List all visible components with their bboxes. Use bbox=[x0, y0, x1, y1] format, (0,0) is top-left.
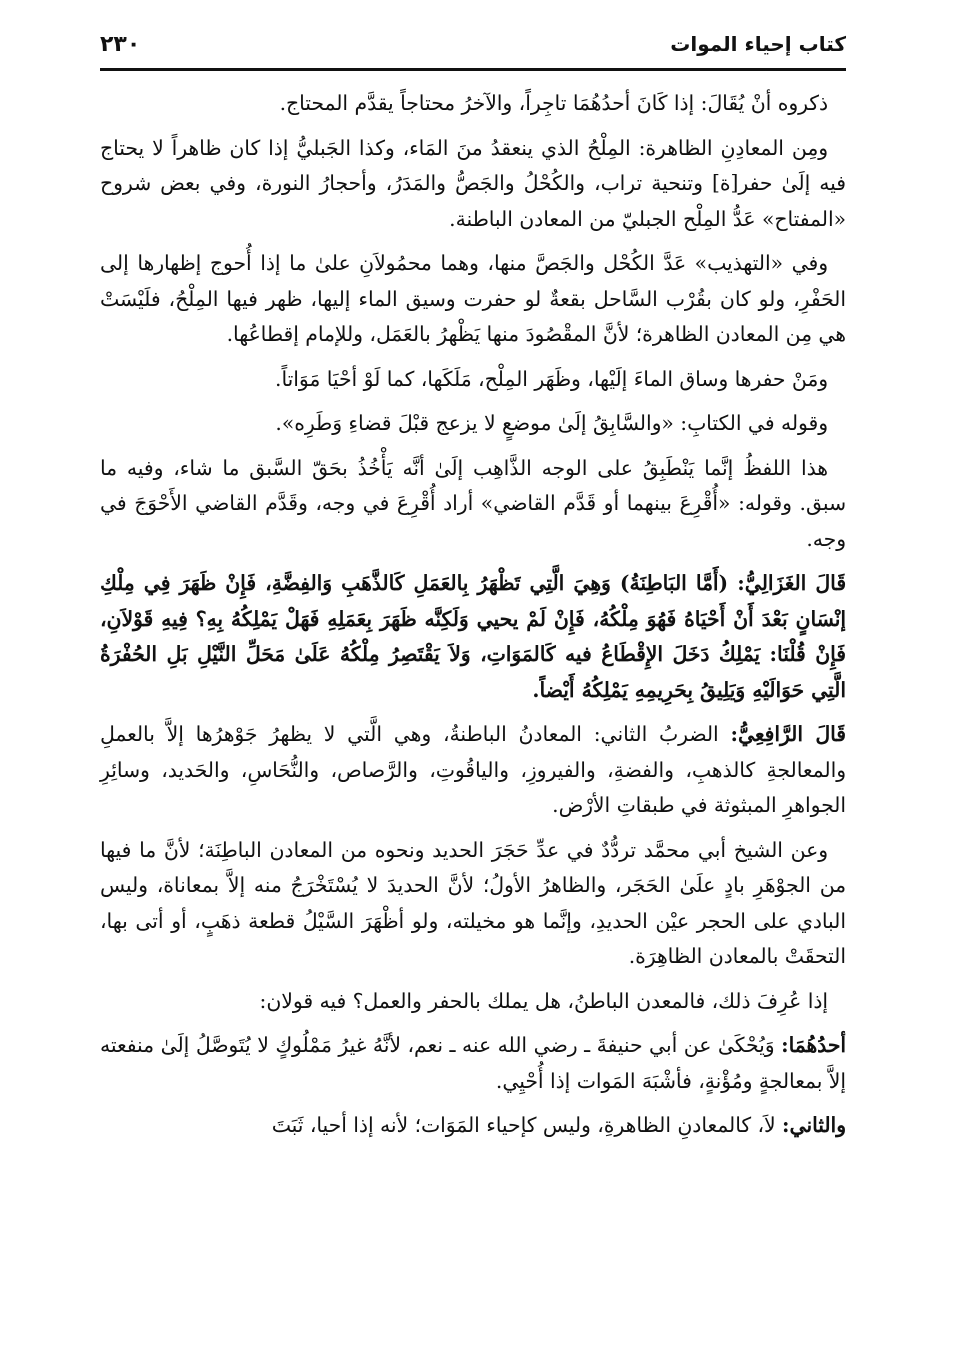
speaker-label: قَالَ الغَزَالِيُّ: bbox=[737, 571, 847, 595]
opinion-label: أحدُهُمَا: bbox=[781, 1033, 846, 1057]
paragraph-text: الضربُ الثاني: المعادنُ الباطنةُ، وهي الَّتي لا يظهرُ جَوْهرُها إلاَّ بالعملِ والمعالجةِ كالذهبِ، والفضةِ، والفيروزِ، والياقُوتِ، والرَّصاص، والنُّحَاسِ، والحَديد، وسائِرِ الجواهرِ المبثوثة في طبقاتِ الأرْض. bbox=[100, 722, 846, 817]
opinion-label: والثاني: bbox=[782, 1113, 846, 1137]
page-number: ٢٣٠ bbox=[100, 32, 141, 57]
first-opinion-paragraph bbox=[100, 1028, 846, 1099]
header-rule bbox=[100, 68, 846, 71]
paragraph-text: لاَ، كالمعادنِ الظاهرةِ، وليس كإحياء المَوَات؛ لأنه إذا أحيا، ثَبَتَ bbox=[271, 1113, 776, 1137]
second-opinion-paragraph bbox=[100, 1108, 846, 1144]
page-body bbox=[100, 86, 846, 1153]
paragraph: ومَنْ حفرها وساق الماءَ إلَيْها، وظَهَر المِلْح، مَلَكَها، كما لَوْ أحْيَا مَوَاتاً. bbox=[275, 366, 828, 391]
ghazali-paragraph bbox=[100, 566, 846, 708]
paragraph: ومِن المعادِنِ الظاهرة: المِلْحُ الذي ينعقدُ منَ المَاء، وكذا الجَبليُّ إذا كان ظاهراً لا يحتاج فيه إلَىٰ حفر[ة] وتنحية تراب، والكُحْلُ والجَصُّ والمَدَرُ، وأحجارُ النورة، وفي بعض شروح «المفتاح» عَدُّ المِلْح الجبليّ من المعادن الباطنة. bbox=[100, 135, 846, 231]
paragraph-text: وَيُحْكَىٰ عن أبي حنيفةَ ـ رضي الله عنه ـ نعم، لأنَّهُ غيرُ مَمْلُوكٍ لا يُتَوصَّلُ إلَىٰ منفعته إلاَّ بمعالجةٍ ومُؤْنةٍ، فأشْبَهَ المَوات إذا أُحْيِي. bbox=[100, 1033, 846, 1093]
running-title: كتاب إحياء الموات bbox=[670, 32, 846, 56]
paragraph: وقوله في الكتابِ: «والسَّابِقُ إلَىٰ موضعٍ لا يزعج قبْلَ قضاءِ وَطَرِه». bbox=[275, 411, 828, 435]
paragraph: هذا اللفظُ إنَّما يَنْطَبِقُ على الوجه الذَّاهِب إلَىٰ أنَّه يَأْخُذُ بحَقّ السَّبق ما شاء، وفيه ما سبق. وقوله: «أُقْرِعَ بينهما أو قَدَّم القاضي» أراد أُقْرِعَ في وجه، وقَدَّم القاضي الأَحْوَجَ في وجه. bbox=[100, 455, 846, 551]
paragraph-text: (أَمَّا البَاطِنَةُ) وَهِيَ الَّتِي تَظْهَرُ بِالعَمَلِ كَالذَّهَبِ وَالفِضَّةِ، فَإِنْ ظَهَرَ فِي مِلْكِ إنْسَانٍ بَعْدَ أَنْ أَحْيَاهُ فَهُوَ مِلْكُهُ، فَإِنْ لَمْ يحيي وَلَكِنَّه ظَهَرَ بِعَمَلِهِ فَهَلْ يَمْلِكُهُ بِهِ؟ فِيهِ قَوْلاَنِ، فَإِنْ قُلْنَا: يَمْلِكُ دَخَلَ الإِقْطَاعُ فيه كَالمَوَاتِ، وَلاَ يَقْتَصِرُ مِلْكُهُ عَلَىٰ مَحَلِّ النَّيْلِ بَلِ الحُفْرَةُ الَّتِي حَوَالَيْهِ وَيَلِيقُ بِحَرِيمِهِ يَمْلِكُهُ أَيْضاً. bbox=[100, 571, 846, 702]
page-header bbox=[100, 28, 846, 64]
paragraph: ذكروه أنْ يُقَالَ: إذا كَانَ أحدُهُمَا تاجِراً، والآخرُ محتاجاً يقدَّم المحتاج. bbox=[279, 91, 828, 115]
paragraph: وعن الشيخ أبي محمَّد تردُّدٌ في عدِّ حَجَرَ الحديد ونحوه من المعادن الباطِنَة؛ لأنَّ ما فيها من الجوْهَرِ بادٍ علَىٰ الحَجَر، والظاهرُ الأولُ؛ لأنَّ الحديدَ لا يُسْتَخْرَجُ منه إلاَّ بمعاناة، وليس البادي على الحجر عيْن الحديدِ، وإنَّما هو مخيلته، ولو أظْهَرَ السَّيْلُ قطعة ذهَبٍ، أو أتى بها، التحقَتْ بالمعادن الظاهِرَة. bbox=[100, 837, 846, 968]
paragraph: وفي «التهذيب» عَدَّ الكُحْل والجَصَّ منها، وهما محمُولاَنِ علىٰ ما إذا أُحوج إظهارها إلى الحَفْرِ، ولو كان بقُرْب السَّاحل بقعةٌ لو حفرت وسيق الماء إليها، ظهر فيها المِلْحُ، فلَيْسَتْ هي مِن المعادن الظاهرة؛ لأنَّ المقْصُودَ منها يَظْهرُ بالعَمَل، وللإمام إقطاعُها. bbox=[100, 251, 846, 346]
speaker-label: قَالَ الرَّافِعِيُّ: bbox=[730, 722, 846, 746]
paragraph: إذا عُرِفَ ذلك، فالمعدن الباطنُ، هل يملك بالحفر والعمل؟ فيه قولان: bbox=[259, 988, 828, 1013]
rafii-paragraph bbox=[100, 717, 846, 824]
